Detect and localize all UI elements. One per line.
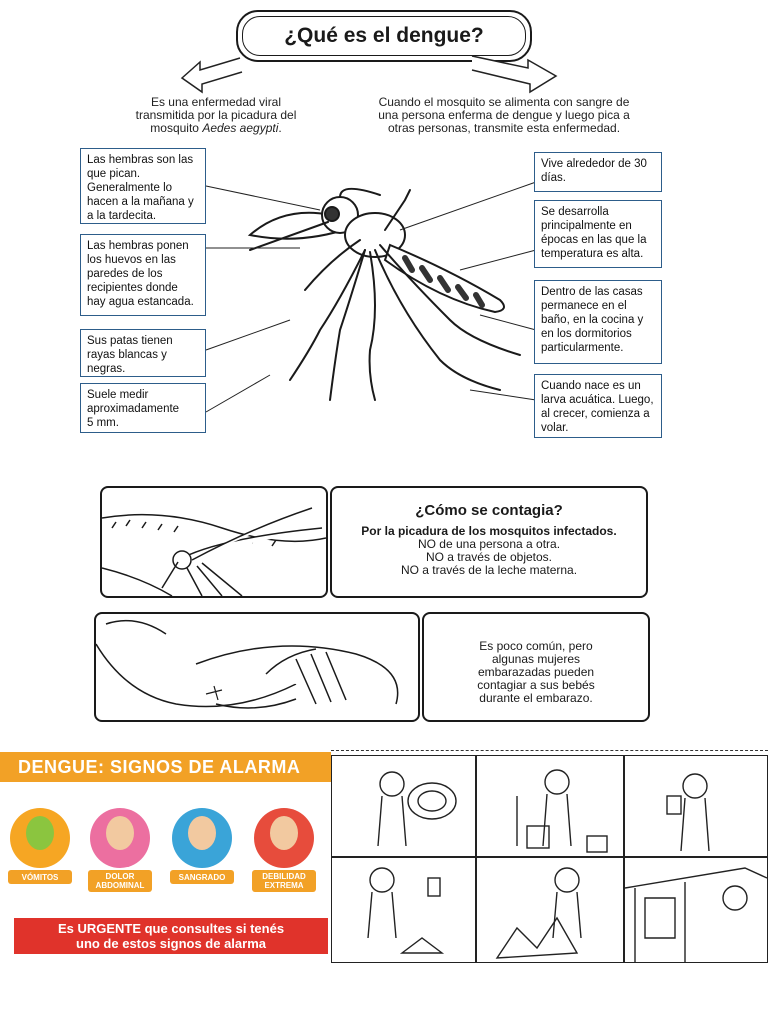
fact-line: Vive alrededor de 30 <box>541 158 647 170</box>
urgent-line: Es URGENTE que consultes si tenés <box>57 921 285 936</box>
comic-cell-garbage-pile <box>476 857 624 963</box>
fact-line: baño, en la cocina y <box>541 314 644 326</box>
pregnancy-line: embarazadas pueden <box>477 665 595 679</box>
comic-cell-trash <box>331 857 476 963</box>
comic-cell-pouring-cup <box>624 755 768 857</box>
pregnancy-line: contagiar a sus bebés <box>477 678 595 692</box>
intro-left <box>110 96 322 135</box>
pregnancy-text <box>424 640 648 705</box>
comic-cell-buckets <box>476 755 624 857</box>
stomach-pain-icon <box>90 808 150 868</box>
fact-box-left-2 <box>80 234 206 316</box>
fact-line: 5 mm. <box>87 417 119 429</box>
contagion-heading: ¿Cómo se contagia? <box>415 502 563 519</box>
sign-debilidad-extrema <box>252 808 320 890</box>
fact-line: negras. <box>87 363 126 375</box>
fact-line: Se desarrolla <box>541 206 609 218</box>
right-arrow-icon <box>472 56 556 92</box>
contagion-bold-line: Por la picadura de los mosquitos infectados. <box>361 524 617 538</box>
fact-line: rayas blancas y <box>87 349 167 361</box>
fact-line: hay agua estancada. <box>87 296 194 308</box>
panel-mosquito-bite <box>100 486 328 598</box>
weakness-icon <box>254 808 314 868</box>
contagion-line: NO a través de objetos. <box>425 550 553 564</box>
fact-line: particularmente. <box>541 342 624 354</box>
fact-box-right-1 <box>534 152 662 192</box>
sign-label: DEBILIDAD EXTREMA <box>252 870 316 892</box>
comic-cell-washing-basin <box>331 755 476 857</box>
fact-box-right-4 <box>534 374 662 438</box>
sign-dolor-abdominal <box>88 808 156 890</box>
left-arrow-icon <box>182 58 242 92</box>
panel-pregnancy-text <box>422 612 650 722</box>
fact-line: paredes de los <box>87 268 163 280</box>
fact-box-right-2 <box>534 200 662 268</box>
pregnancy-line: algunas mujeres <box>491 652 581 666</box>
fact-line: volar. <box>541 422 569 434</box>
urgent-text <box>58 921 284 951</box>
fact-line: Sus patas tienen <box>87 335 173 347</box>
fact-box-left-4 <box>80 383 206 433</box>
fact-line: Dentro de las casas <box>541 286 643 298</box>
fact-line: en los dormitorios <box>541 328 632 340</box>
urgent-banner <box>14 918 328 954</box>
fact-line: principalmente en <box>541 220 632 232</box>
sign-label: DOLOR ABDOMINAL <box>88 870 152 892</box>
intro-left-line: mosquito Aedes aegypti. <box>150 121 282 135</box>
intro-right-line: Cuando el mosquito se alimenta con sangre de <box>378 95 630 109</box>
fact-line: recipientes donde <box>87 282 178 294</box>
urgent-line: uno de estos signos de alarma <box>76 936 266 951</box>
prevention-comic-grid <box>331 750 768 963</box>
intro-right-line: otras personas, transmite esta enfermedad. <box>387 121 621 135</box>
intro-right-line: una persona enferma de dengue y luego pica a <box>378 108 630 122</box>
bleeding-icon <box>172 808 232 868</box>
mosquito-bite-drawing <box>102 488 326 596</box>
panel-contagion-text <box>330 486 648 598</box>
fact-line: a la tardecita. <box>87 210 157 222</box>
fact-box-left-1 <box>80 148 206 224</box>
page-title: ¿Qué es el dengue? <box>284 24 484 47</box>
fact-line: que pican. <box>87 168 141 180</box>
fact-line: temperatura es alta. <box>541 248 644 260</box>
fact-line: los huevos en las <box>87 254 176 266</box>
vomit-face-icon <box>10 808 70 868</box>
pregnancy-line: Es poco común, pero <box>479 639 593 653</box>
sign-label: SANGRADO <box>170 870 234 884</box>
contagion-line: NO a través de la leche materna. <box>400 563 578 577</box>
fact-box-left-3 <box>80 329 206 377</box>
panel-pregnant-woman <box>94 612 420 722</box>
intro-left-line: Es una enfermedad viral <box>150 95 282 109</box>
pregnant-woman-drawing <box>96 614 418 720</box>
fact-line: hacen a la mañana y <box>87 196 194 208</box>
fact-line: Generalmente lo <box>87 182 173 194</box>
fact-box-right-3 <box>534 280 662 364</box>
alarm-header: DENGUE: SIGNOS DE ALARMA <box>0 752 331 782</box>
fact-line: días. <box>541 172 566 184</box>
fact-line: larva acuática. Luego, <box>541 394 654 406</box>
sign-label: VÓMITOS <box>8 870 72 884</box>
intro-left-line: transmitida por la picadura del <box>135 108 297 122</box>
fact-line: Las hembras ponen <box>87 240 189 252</box>
contagion-line: NO de una persona a otra. <box>417 537 561 551</box>
fact-line: permanece en el <box>541 300 627 312</box>
intro-right <box>346 96 662 135</box>
fact-line: Las hembras son las <box>87 154 194 166</box>
sign-vomitos <box>8 808 76 882</box>
pregnancy-line: durante el embarazo. <box>479 691 593 705</box>
comic-cell-roof-gutter <box>624 857 768 963</box>
fact-line: al crecer, comienza a <box>541 408 650 420</box>
fact-line: aproximadamente <box>87 403 180 415</box>
title-arrows <box>180 40 580 98</box>
sign-sangrado <box>170 808 238 882</box>
fact-line: Suele medir <box>87 389 149 401</box>
fact-line: Cuando nace es un <box>541 380 641 392</box>
fact-line: épocas en las que la <box>541 234 647 246</box>
